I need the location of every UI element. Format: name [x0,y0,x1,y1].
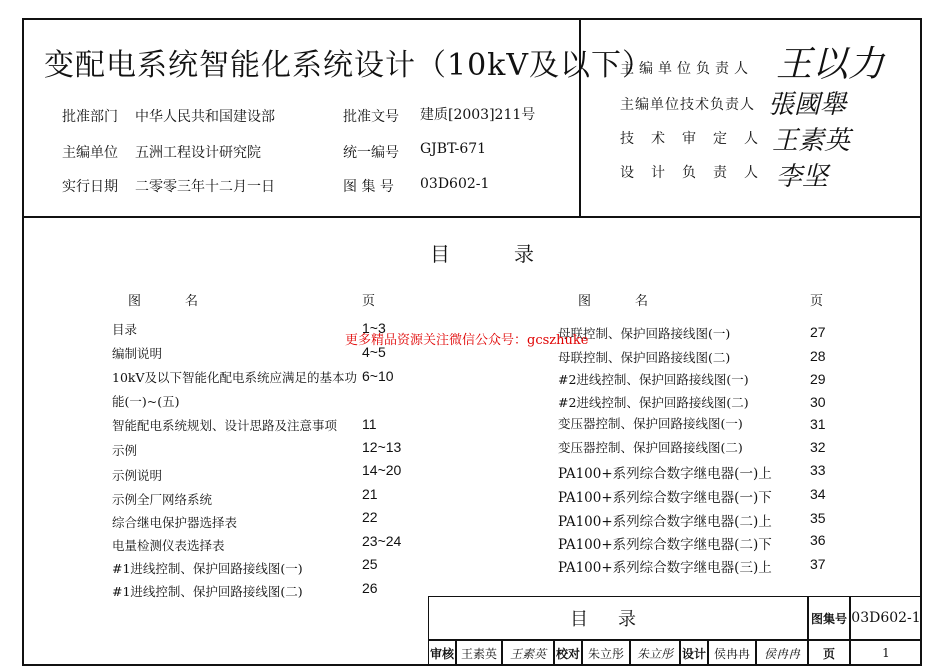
toc-page: 35 [810,510,826,526]
resp-label-editor-head: 主编单位负责人 [620,61,753,77]
toc-page: 29 [810,371,826,387]
toc-item[interactable]: PA100+系列综合数字继电器(一)上 [558,466,772,482]
toc-page: 22 [362,509,378,525]
title-block-title: 目录 [428,596,808,640]
meta-value-unified-no: GJBT-671 [420,141,487,157]
toc-page: 21 [362,486,378,502]
meta-label-approver: 批准部门 [62,109,118,125]
toc-item[interactable]: PA100+系列综合数字继电器(二)下 [558,537,772,553]
meta-label-doc-no: 批准文号 [343,109,399,125]
meta-value-approver: 中华人民共和国建设部 [135,109,275,125]
toc-item[interactable]: PA100+系列综合数字继电器(二)上 [558,514,772,530]
toc-page: 28 [810,348,826,364]
title-block-review-signature: 王素英 [502,640,554,666]
toc-left-name-header: 图 名 [128,294,205,309]
toc-page: 36 [810,532,826,548]
toc-page: 6~10 [362,368,394,384]
toc-item[interactable]: 智能配电系统规划、设计思路及注意事项 [112,418,338,433]
resp-label-design-head: 设计负责人 [620,165,775,181]
atlas-title: 变配电系统智能化系统设计（10kV及以下） [44,48,654,83]
toc-right-name-header: 图 名 [578,294,655,309]
toc-page: 26 [362,580,378,596]
toc-item[interactable]: 变压器控制、保护回路接线图(二) [558,440,743,455]
signature-design-head: 李坚 [776,162,829,192]
meta-value-editor: 五洲工程设计研究院 [135,145,261,161]
toc-page: 27 [810,324,826,340]
toc-page: 32 [810,439,826,455]
meta-label-date: 实行日期 [62,179,118,195]
title-block-design-label: 设计 [680,640,708,666]
toc-page: 25 [362,556,378,572]
meta-label-unified-no: 统一编号 [343,145,399,161]
toc-page: 33 [810,462,826,478]
toc-left-page-header: 页 [362,294,376,309]
toc-item[interactable]: 编制说明 [112,346,163,361]
toc-item[interactable]: 示例说明 [112,468,163,483]
title-block-design-name: 侯冉冉 [708,640,756,666]
toc-page: 30 [810,394,826,410]
title-block-design-signature: 侯冉冉 [756,640,808,666]
meta-value-date: 二零零三年十二月一日 [135,179,275,195]
toc-item[interactable]: #1进线控制、保护回路接线图(二) [112,584,303,599]
toc-item[interactable]: 电量检测仪表选择表 [112,538,225,553]
meta-value-atlas-no: 03D602-1 [420,176,490,192]
toc-page: 11 [362,416,377,432]
toc-item[interactable]: 示例全厂网络系统 [112,492,213,507]
title-block-check-label: 校对 [554,640,582,666]
toc-item[interactable]: PA100+系列综合数字继电器(一)下 [558,490,772,506]
title-block-check-signature: 朱立彤 [630,640,680,666]
toc-page: 4~5 [362,344,386,360]
meta-label-editor: 主编单位 [62,145,118,161]
toc-page: 31 [810,416,826,432]
toc-page: 12~13 [362,439,402,455]
toc-item[interactable]: PA100+系列综合数字继电器(三)上 [558,560,772,576]
toc-right-page-header: 页 [810,294,824,309]
title-block-review-name: 王素英 [456,640,502,666]
resp-label-tech-head: 主编单位技术负责人 [620,97,755,113]
title-block-atlas-label: 图集号 [808,596,850,640]
toc-item[interactable]: 能(一)~(五) [112,394,180,409]
toc-page: 1~3 [362,320,386,336]
toc-item[interactable]: 母联控制、保护回路接线图(二) [558,350,731,365]
toc-item[interactable]: 母联控制、保护回路接线图(一) [558,326,731,341]
toc-page: 23~24 [362,533,402,549]
toc-item[interactable]: #2进线控制、保护回路接线图(二) [558,395,749,410]
signature-editor-head: 王以力 [776,44,885,85]
title-block-atlas-no: 03D602-1 [850,596,922,640]
toc-page: 34 [810,486,826,502]
signature-tech-review: 王素英 [772,126,851,156]
meta-label-atlas-no: 图 集 号 [343,179,394,195]
title-block-page-label: 页 [808,640,850,666]
toc-page: 37 [810,556,826,572]
header-divider [22,216,922,218]
toc-item[interactable]: 示例 [112,443,138,458]
meta-value-doc-no: 建质[2003]211号 [420,107,536,123]
title-block-check-name: 朱立彤 [582,640,630,666]
toc-title: 目 录 [430,242,542,266]
toc-item[interactable]: #2进线控制、保护回路接线图(一) [558,372,749,387]
signature-tech-head: 張國舉 [768,90,847,120]
toc-item[interactable]: #1进线控制、保护回路接线图(一) [112,561,303,576]
toc-item[interactable]: 综合继电保护器选择表 [112,515,238,530]
title-block-page-no: 1 [850,640,922,666]
toc-item[interactable]: 变压器控制、保护回路接线图(一) [558,416,743,431]
toc-item[interactable]: 10kV及以下智能化配电系统应满足的基本功 [112,370,358,385]
resp-label-tech-review: 技术审定人 [620,131,775,147]
title-block-review-label: 审核 [428,640,456,666]
toc-page: 14~20 [362,462,402,478]
watermark-text: 更多精品资源关注微信公众号：gcszhuke [345,333,589,348]
toc-item[interactable]: 目录 [112,322,138,337]
